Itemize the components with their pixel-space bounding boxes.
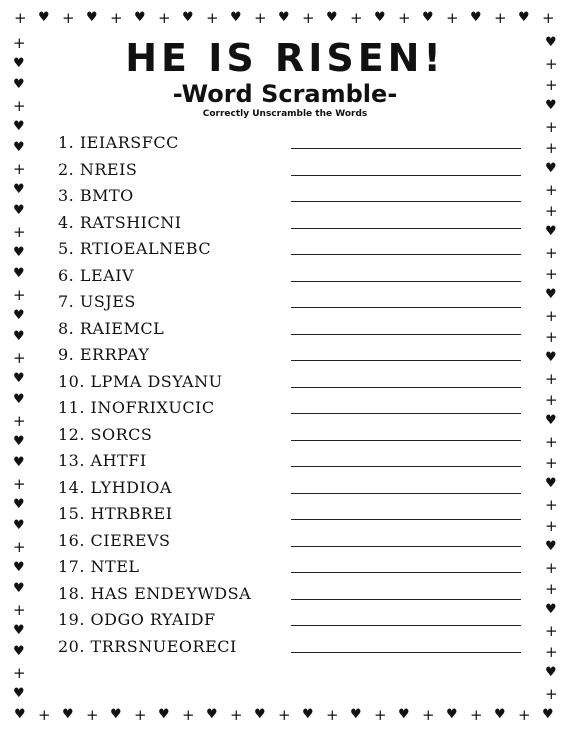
heart-icon: ♥	[13, 56, 25, 71]
cross-icon: +	[545, 433, 558, 451]
list-item	[58, 158, 528, 185]
answer-line[interactable]	[291, 228, 521, 229]
cross-icon: +	[545, 55, 558, 73]
cross-icon: +	[14, 9, 27, 27]
heart-icon: ♥	[326, 10, 338, 25]
heart-icon: ♥	[134, 10, 146, 25]
scrambled-word: 14. LYHDIOA	[58, 477, 172, 497]
heart-icon: ♥	[545, 539, 557, 554]
list-item	[58, 502, 528, 529]
heart-icon: ♥	[13, 623, 25, 638]
scrambled-word: 13. AHTFI	[58, 451, 147, 470]
cross-icon: +	[542, 9, 555, 27]
cross-icon: +	[13, 475, 26, 493]
cross-icon: +	[158, 9, 171, 27]
scrambled-word: 12. SORCS	[58, 424, 153, 444]
heart-icon: ♥	[470, 10, 482, 25]
page-title: HE IS RISEN!	[125, 36, 445, 80]
cross-icon: +	[545, 496, 558, 514]
heart-icon: ♥	[13, 203, 25, 218]
heart-icon: ♥	[86, 10, 98, 25]
answer-line[interactable]	[291, 440, 521, 441]
list-item	[58, 290, 528, 317]
heart-icon: ♥	[446, 707, 458, 722]
cross-icon: +	[545, 517, 558, 535]
answer-line[interactable]	[291, 652, 521, 653]
list-item	[58, 449, 528, 476]
cross-icon: +	[545, 685, 558, 703]
cross-icon: +	[38, 706, 51, 724]
answer-line[interactable]	[291, 413, 521, 414]
heart-icon: ♥	[545, 98, 557, 113]
heart-icon: ♥	[110, 707, 122, 722]
heart-icon: ♥	[13, 182, 25, 197]
scrambled-word: 19. ODGO RYAIDF	[58, 610, 216, 629]
cross-icon: +	[545, 307, 558, 325]
heart-icon: ♥	[14, 707, 26, 722]
list-item	[58, 396, 528, 423]
list-item	[58, 184, 528, 211]
answer-line[interactable]	[291, 175, 521, 176]
heart-icon: ♥	[13, 518, 25, 533]
list-item	[58, 476, 528, 503]
heart-icon: ♥	[254, 707, 266, 722]
heart-icon: ♥	[13, 560, 25, 575]
cross-icon: +	[545, 244, 558, 262]
cross-icon: +	[86, 706, 99, 724]
heart-icon: ♥	[230, 10, 242, 25]
word-list	[58, 131, 528, 661]
scrambled-word: 3. BMTO	[58, 186, 134, 205]
scrambled-word: 9. ERRPAY	[58, 345, 150, 364]
scrambled-word: 1. IEIARSFCC	[58, 133, 179, 152]
cross-icon: +	[545, 118, 558, 136]
answer-line[interactable]	[291, 519, 521, 520]
cross-icon: +	[545, 643, 558, 661]
heart-icon: ♥	[13, 455, 25, 470]
answer-line[interactable]	[291, 360, 521, 361]
cross-icon: +	[230, 706, 243, 724]
cross-icon: +	[518, 706, 531, 724]
cross-icon: +	[13, 34, 26, 52]
scrambled-word: 18. HAS ENDEYWDSA	[58, 583, 252, 603]
heart-icon: ♥	[13, 119, 25, 134]
answer-line[interactable]	[291, 493, 521, 494]
heart-icon: ♥	[38, 10, 50, 25]
scrambled-word: 7. USJES	[58, 292, 136, 311]
cross-icon: +	[13, 286, 26, 304]
heart-icon: ♥	[13, 686, 25, 701]
list-item	[58, 131, 528, 158]
cross-icon: +	[545, 265, 558, 283]
answer-line[interactable]	[291, 148, 521, 149]
cross-icon: +	[545, 139, 558, 157]
list-item	[58, 529, 528, 556]
heart-icon: ♥	[545, 287, 557, 302]
heart-icon: ♥	[545, 413, 557, 428]
answer-line[interactable]	[291, 281, 521, 282]
cross-icon: +	[545, 328, 558, 346]
cross-icon: +	[545, 580, 558, 598]
cross-icon: +	[374, 706, 387, 724]
heart-icon: ♥	[13, 581, 25, 596]
heart-icon: ♥	[302, 707, 314, 722]
cross-icon: +	[545, 181, 558, 199]
list-item	[58, 237, 528, 264]
list-item	[58, 343, 528, 370]
list-item	[58, 582, 528, 609]
heart-icon: ♥	[13, 392, 25, 407]
heart-icon: ♥	[518, 10, 530, 25]
cross-icon: +	[206, 9, 219, 27]
heart-icon: ♥	[62, 707, 74, 722]
scrambled-word: 8. RAIEMCL	[58, 318, 165, 338]
heart-icon: ♥	[13, 371, 25, 386]
list-item	[58, 264, 528, 291]
answer-line[interactable]	[291, 599, 521, 600]
cross-icon: +	[13, 601, 26, 619]
heart-icon: ♥	[13, 266, 25, 281]
scrambled-word: 10. LPMA DSYANU	[58, 371, 223, 391]
answer-line[interactable]	[291, 254, 521, 255]
cross-icon: +	[470, 706, 483, 724]
answer-line[interactable]	[291, 387, 521, 388]
scrambled-word: 5. RTIOEALNEBC	[58, 239, 212, 258]
answer-line[interactable]	[291, 201, 521, 202]
cross-icon: +	[13, 223, 26, 241]
list-item	[58, 555, 528, 582]
heart-icon: ♥	[182, 10, 194, 25]
cross-icon: +	[13, 97, 26, 115]
cross-icon: +	[545, 559, 558, 577]
answer-line[interactable]	[291, 572, 521, 573]
answer-line[interactable]	[291, 334, 521, 335]
scrambled-word: 20. TRRSNUEORECI	[58, 636, 237, 656]
cross-icon: +	[494, 9, 507, 27]
heart-icon: ♥	[206, 707, 218, 722]
heart-icon: ♥	[13, 644, 25, 659]
heart-icon: ♥	[278, 10, 290, 25]
cross-icon: +	[446, 9, 459, 27]
heart-icon: ♥	[545, 350, 557, 365]
scrambled-word: 4. RATSHICNI	[58, 212, 182, 232]
heart-icon: ♥	[350, 707, 362, 722]
heart-icon: ♥	[398, 707, 410, 722]
cross-icon: +	[302, 9, 315, 27]
scrambled-word: 17. NTEL	[58, 557, 140, 576]
heart-icon: ♥	[13, 245, 25, 260]
instructions-text: Correctly Unscramble the Words	[202, 109, 368, 119]
list-item	[58, 211, 528, 238]
cross-icon: +	[326, 706, 339, 724]
list-item	[58, 370, 528, 397]
answer-line[interactable]	[291, 307, 521, 308]
page-subtitle: -Word Scramble-	[172, 80, 398, 108]
list-item	[58, 423, 528, 450]
cross-icon: +	[545, 202, 558, 220]
heart-icon: ♥	[545, 35, 557, 50]
cross-icon: +	[182, 706, 195, 724]
answer-line[interactable]	[291, 466, 521, 467]
cross-icon: +	[13, 160, 26, 178]
heart-icon: ♥	[545, 602, 557, 617]
heart-icon: ♥	[542, 707, 554, 722]
cross-icon: +	[278, 706, 291, 724]
heart-icon: ♥	[545, 224, 557, 239]
heart-icon: ♥	[13, 308, 25, 323]
scrambled-word: 16. CIEREVS	[58, 530, 171, 550]
heart-icon: ♥	[494, 707, 506, 722]
cross-icon: +	[110, 9, 123, 27]
heart-icon: ♥	[158, 707, 170, 722]
cross-icon: +	[62, 9, 75, 27]
scrambled-word: 6. LEAIV	[58, 265, 135, 285]
answer-line[interactable]	[291, 546, 521, 547]
scrambled-word: 15. HTRBREI	[58, 504, 173, 523]
cross-icon: +	[422, 706, 435, 724]
scrambled-word: 2. NREIS	[58, 159, 138, 179]
heart-icon: ♥	[13, 497, 25, 512]
heart-icon: ♥	[13, 140, 25, 155]
list-item	[58, 635, 528, 662]
cross-icon: +	[398, 9, 411, 27]
scrambled-word: 11. INOFRIXUCIC	[58, 398, 215, 417]
heart-icon: ♥	[545, 161, 557, 176]
cross-icon: +	[13, 664, 26, 682]
answer-line[interactable]	[291, 625, 521, 626]
list-item	[58, 608, 528, 635]
heart-icon: ♥	[545, 476, 557, 491]
heart-icon: ♥	[374, 10, 386, 25]
heart-icon: ♥	[13, 77, 25, 92]
cross-icon: +	[13, 412, 26, 430]
cross-icon: +	[545, 454, 558, 472]
cross-icon: +	[13, 538, 26, 556]
cross-icon: +	[545, 622, 558, 640]
cross-icon: +	[134, 706, 147, 724]
cross-icon: +	[545, 370, 558, 388]
heart-icon: ♥	[545, 665, 557, 680]
heart-icon: ♥	[13, 329, 25, 344]
heart-icon: ♥	[13, 434, 25, 449]
cross-icon: +	[350, 9, 363, 27]
list-item	[58, 317, 528, 344]
cross-icon: +	[254, 9, 267, 27]
cross-icon: +	[13, 349, 26, 367]
cross-icon: +	[545, 76, 558, 94]
heart-icon: ♥	[422, 10, 434, 25]
cross-icon: +	[545, 391, 558, 409]
